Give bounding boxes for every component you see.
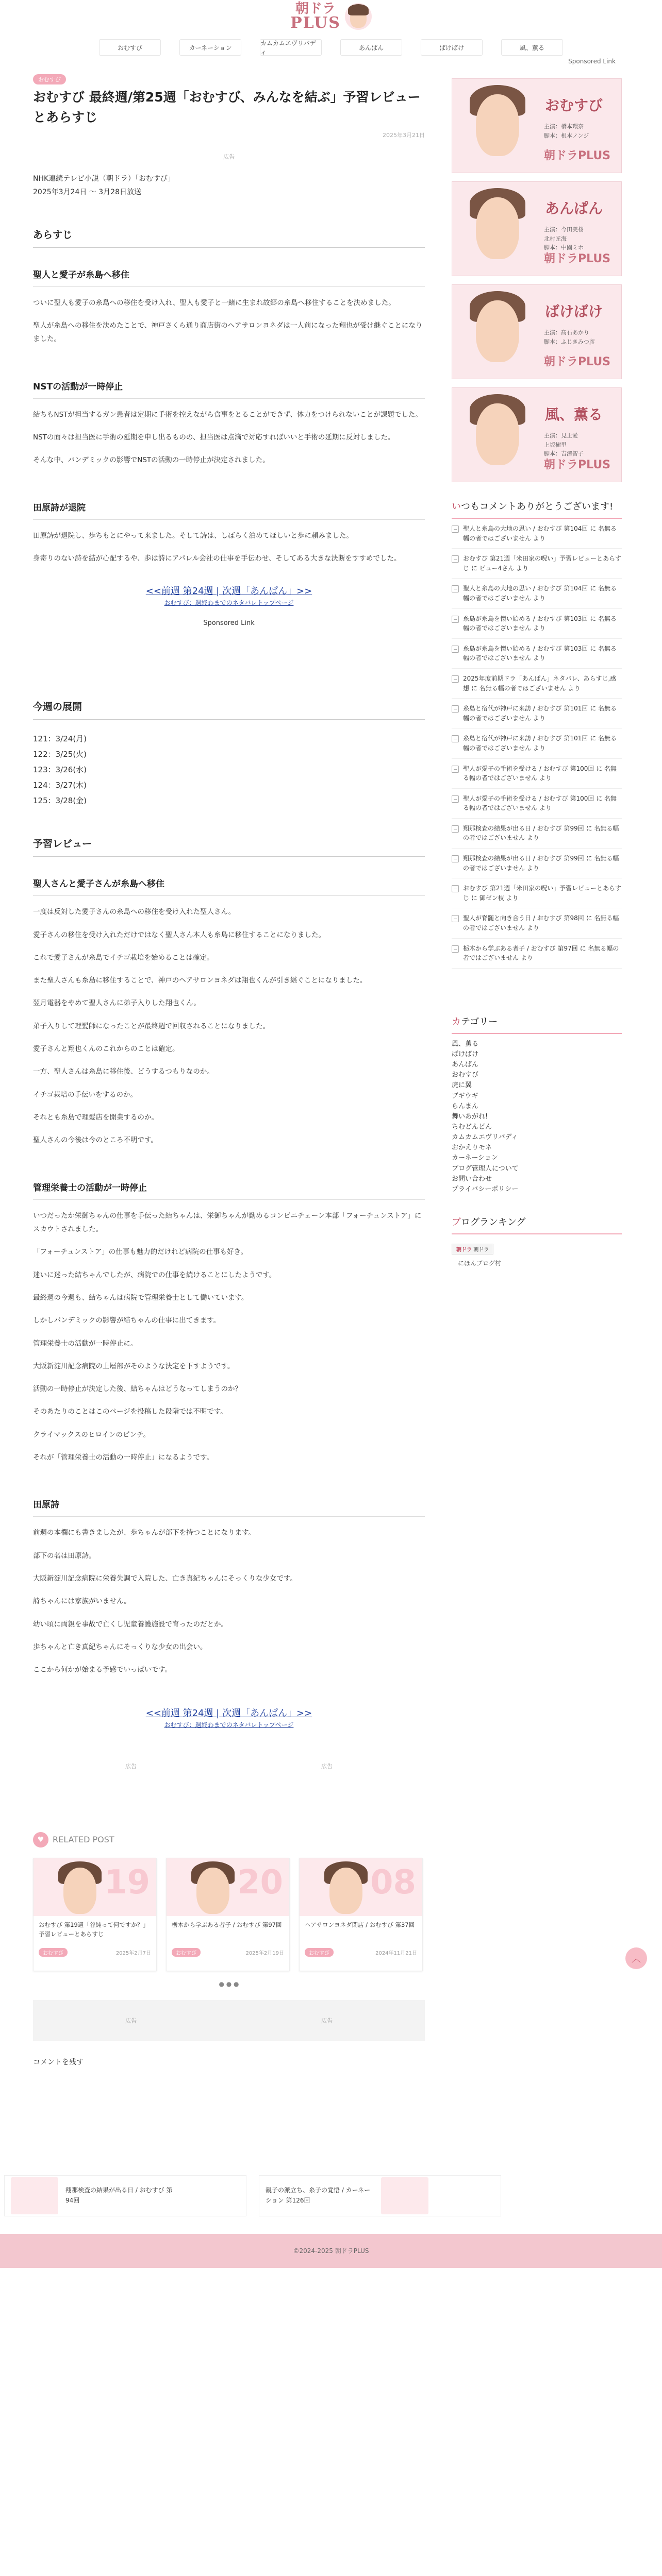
logo-text: [290, 2, 341, 31]
paragraph: 弟子入りして理髪師になったことが最終週で回収されることになりました。: [33, 1022, 270, 1030]
paragraph: 田原詩が退院し、歩ちもとにやって来ました。そして詩は、しばらく泊めてほしいと歩に頼みました。: [33, 531, 353, 540]
comment-item[interactable]: [452, 789, 622, 819]
card-thumbnail: [167, 1858, 289, 1916]
comment-text: 栃木から学ぶある者子 / おむすび 第97回 に 名無る幅の者ではございません より: [463, 944, 619, 962]
comment-item[interactable]: [452, 669, 622, 699]
comment-text: 糸島が糸島を懐い始める / おむすび 第103回 に 名無る幅の者ではございません より: [463, 615, 617, 632]
scroll-top-button[interactable]: [625, 1947, 647, 1969]
paragraph: NSTの面々は担当医に手術の延期を申し出るものの、担当医は点滴で対応すればいいと手術の延期に反対しました。: [33, 433, 395, 442]
week-nav-link[interactable]: <<前週 第24週 | 次週「あんぱん」>>: [145, 586, 312, 597]
card-tag[interactable]: おむすび: [39, 1948, 68, 1957]
comment-item[interactable]: [452, 609, 622, 639]
related-heading: [33, 1832, 425, 1848]
copyright: ©2024-2025 朝ドラPLUS: [293, 2247, 369, 2255]
paragraph: 最終週の今週も、結ちゃんは病院で管理栄養士として働いています。: [33, 1293, 249, 1302]
paragraph: 結ちもNSTが担当するガン患者は定期に手術を控えながら食事をとることができず、体力をつけられないことが課題でした。: [33, 410, 422, 419]
ranking-btn-text: 朝ドラ: [456, 1247, 472, 1253]
schedule-item: 121：3/24(月): [33, 734, 87, 744]
card-thumbnail: [11, 2177, 58, 2214]
week-nav-links-bottom: [33, 1706, 425, 1729]
related-card[interactable]: [33, 1858, 157, 1971]
comment-icon: [452, 885, 459, 892]
card-footer: [167, 1946, 289, 1959]
chevron-up-icon: ︿: [632, 1954, 641, 1964]
logo-line2: PLUS: [290, 14, 341, 32]
paragraph: 大阪新淀川記念病院の上層部がそのような決定を下すようです。: [33, 1362, 235, 1370]
character-face: [329, 1868, 362, 1914]
card-week-number: 08: [370, 1863, 416, 1902]
week-nav-links: [33, 584, 425, 607]
ad-pair: [33, 1762, 425, 1770]
bottom-related-card[interactable]: [4, 2175, 246, 2216]
paragraph: 迷いに迷った結ちゃんでしたが、病院での仕事を続けることにしたようです。: [33, 1270, 276, 1279]
character-face: [476, 403, 519, 465]
category-link[interactable]: 風、薫る: [452, 1040, 479, 1048]
paragraph: 聖人さんの今後は今のところ不明です。: [33, 1136, 158, 1145]
bottom-related: [0, 2175, 662, 2216]
character-face: [476, 94, 519, 156]
comment-text: 聖人が愛子の手術を受ける / おむすび 第100回 に 名無る幅の者ではございません より: [463, 794, 617, 812]
card-tag[interactable]: おむすび: [172, 1948, 201, 1957]
post-date: 2025年3月21日: [383, 131, 425, 139]
nav-item-omusubi[interactable]: おむすび: [99, 39, 161, 56]
card-title: 親子の派立ち、糸子の覚悟 / カーネーション 第126回: [266, 2187, 371, 2204]
paragraph: そのあたりのことはこのページを投稿した段階では不明です。: [33, 1408, 227, 1416]
character-face: [63, 1868, 96, 1914]
ad-label: 広告: [125, 2017, 137, 2024]
ad-label: 広告: [321, 2017, 333, 2024]
main-column: [33, 62, 425, 2067]
related-card[interactable]: [166, 1858, 290, 1971]
comment-item[interactable]: [452, 579, 622, 608]
paragraph: 部下の名は田原詩。: [33, 1551, 96, 1560]
category-link[interactable]: らんまん: [452, 1102, 479, 1110]
character-face: [196, 1868, 229, 1914]
banner-brand: 朝ドラPLUS: [544, 459, 611, 471]
paragraph: これで愛子さんが糸島でイチゴ栽培を始めることは確定。: [33, 953, 214, 962]
related-card[interactable]: [299, 1858, 423, 1971]
comment-item[interactable]: [452, 908, 622, 938]
paragraph: 詩ちゃんには家族がいません。: [33, 1597, 131, 1606]
paragraph: 愛子さんの移住を受け入れただけではなく聖人さん本人も糸島に移住することになりました。: [33, 930, 325, 939]
paragraph: 活動の一時停止が決定した後、結ちゃんはどうなってしまうのか？: [33, 1385, 242, 1394]
comment-text: 聖人と糸島の大地の思い / おむすび 第104回 に 名無る幅の者ではございません より: [463, 525, 617, 542]
character-face: [476, 300, 519, 362]
card-thumbnail: [34, 1858, 156, 1916]
comment-text: おむすび 第21週「米田家の呪い」予習レビューとあらすじ に ピュー4さん より: [463, 555, 622, 572]
global-nav: [0, 30, 662, 62]
paragraph: クライマックスのヒロインのピンチ。: [33, 1430, 151, 1439]
comment-icon: [452, 795, 459, 803]
categories-heading: [452, 1015, 622, 1034]
comment-text: 糸島と宿代が神戸に来訪 / おむすび 第101回 に 名無る幅の者ではございません より: [463, 735, 617, 752]
comment-icon: [452, 735, 459, 742]
comment-icon: [452, 705, 459, 713]
section-heading-synopsis: あらすじ: [33, 227, 425, 248]
paragraph: 歩ちゃんと亡き真紀ちゃんにそっくりな少女の出会い。: [33, 1642, 207, 1651]
paragraph: イチゴ栽培の手伝いをするのか。: [33, 1090, 137, 1099]
category-link[interactable]: ブギウギ: [452, 1092, 478, 1100]
ranking-label: にほんブログ村: [458, 1259, 502, 1267]
logo-character-icon: [345, 3, 372, 30]
sidebar: [452, 58, 622, 2067]
site-header: [0, 0, 662, 30]
paragraph: 一度は反対した愛子さんの糸島への移住を受け入れた聖人さん。: [33, 908, 236, 917]
ranking-btn-text: 朝ドラ: [473, 1247, 489, 1253]
category-link[interactable]: 舞いあがれ!: [452, 1112, 488, 1121]
comment-item[interactable]: [452, 549, 622, 579]
paragraph: いつだったか栄御ちゃんの仕事を手伝った結ちゃんは、栄御ちゃんが勤めるコンビニチェーン本部「フォーチュンストア」にスカウトされました。: [33, 1211, 422, 1233]
intro-line: NHK連続テレビ小説（朝ドラ）「おむすび」: [33, 174, 175, 183]
comment-item[interactable]: [452, 759, 622, 789]
category-link[interactable]: ばけばけ: [452, 1050, 479, 1058]
card-title: 翔那検査の結果が出る日 / おむすび 第94回: [65, 2187, 173, 2204]
section-heading-review: 予習レビュー: [33, 836, 425, 857]
category-link[interactable]: ブログ管理人について: [452, 1164, 519, 1173]
comment-icon: [452, 675, 459, 683]
comment-item[interactable]: [452, 819, 622, 849]
paragraph: 聖人が糸島への移住を決めたことで、神戸さくら通り商店街のヘアサロンヨネダは一人前になった翔也が受け継ぐことになりました。: [33, 321, 423, 344]
comment-text: 糸島が糸島を懐い始める / おむすび 第103回 に 名無る幅の者ではございません より: [463, 645, 617, 662]
category-link[interactable]: あんぱん: [452, 1061, 479, 1069]
logo-line1: 朝ドラ: [295, 1, 336, 16]
paragraph: 幼い頃に両親を事故で亡くし児童養護施設で育ったのだとか。: [33, 1620, 228, 1629]
paragraph: そんな中、パンデミックの影響でNSTの活動の一時停止が決定されました。: [33, 456, 270, 465]
related-title: RELATED POST: [53, 1835, 114, 1845]
nav-item-comecome[interactable]: カムカムエヴリバディ: [260, 39, 322, 56]
card-week-number: 20: [237, 1863, 283, 1902]
site-logo[interactable]: [290, 2, 372, 31]
recent-comments-heading: [452, 500, 622, 519]
heading-first-char: ブ: [452, 1216, 461, 1228]
banner-title: おむすび: [545, 97, 603, 114]
card-date: 2024年11月21日: [375, 1950, 417, 1956]
paragraph: 身寄りのない詩を結が心配するや、歩は詩にアパレル会社の仕事を手伝わせ、そしてある大きな決断をすすめでした。: [33, 554, 401, 563]
category-link[interactable]: プライバシーポリシー: [452, 1185, 519, 1193]
content-area: [0, 58, 662, 2067]
comment-icon: [452, 526, 459, 533]
paragraph: 一方、聖人さんは糸島に移住後、どうするつもりなのか。: [33, 1067, 214, 1076]
intro-line: 2025年3月24日 ～ 3月28日放送: [33, 188, 141, 197]
nav-item-carnation[interactable]: カーネーション: [179, 39, 241, 56]
paragraph: 管理栄養士の活動が一時停止に。: [33, 1339, 138, 1348]
comment-item[interactable]: [452, 849, 622, 878]
banner-title: ばけばけ: [545, 303, 603, 320]
sponsored-label: Sponsored Link: [203, 619, 255, 628]
category-link[interactable]: おかえりモネ: [452, 1144, 492, 1152]
comment-icon: [452, 825, 459, 833]
card-tag[interactable]: おむすび: [305, 1948, 334, 1957]
category-list: [452, 1039, 622, 1195]
paragraph: それとも糸島で理髪店を開業するのか。: [33, 1113, 158, 1122]
comment-text: 翔那検査の結果が出る日 / おむすび 第99回 に 名無る幅の者ではございません より: [463, 824, 619, 842]
subheading: 田原詩が退院: [33, 495, 425, 520]
site-footer: [0, 2234, 662, 2268]
subheading: NSTの活動が一時停止: [33, 374, 425, 399]
comment-icon: [452, 855, 459, 862]
comment-item[interactable]: [452, 878, 622, 908]
paragraph: ここから何かが始まる予感でいっぱいです。: [33, 1666, 172, 1674]
heading-first-char: い: [452, 501, 461, 512]
carousel-dots[interactable]: ● ● ●: [219, 1980, 239, 1988]
schedule-item: 122：3/25(火): [33, 750, 87, 759]
heart-icon: ♥: [33, 1832, 48, 1848]
category-link[interactable]: ちむどんどん: [452, 1123, 492, 1131]
paragraph: 「フォーチュンストア」の仕事も魅力的だけれど病院の仕事も好き。: [33, 1248, 248, 1257]
category-link[interactable]: 虎に翼: [452, 1081, 472, 1090]
intro: [33, 172, 425, 199]
banner-brand: 朝ドラPLUS: [544, 252, 611, 265]
card-date: 2025年2月7日: [115, 1950, 151, 1956]
schedule-list: [33, 731, 425, 808]
schedule-item: 124：3/27(木): [33, 781, 87, 790]
comment-text: 2025年度前期ドラ「あんぱん」ネタバレ、あらすじ,感想 に 名無る幅の者ではございません より: [463, 674, 617, 692]
banner-kaze-kaoru[interactable]: [452, 387, 622, 482]
paragraph: ついに聖人も愛子の糸島への移住を受け入れ、聖人も愛子と一緒に生まれ故郷の糸島へ移住することを決めました。: [33, 298, 395, 307]
paragraph: 大阪新淀川記念病院に栄養失調で入院した、亡き真紀ちゃんにそっくりな少女です。: [33, 1574, 297, 1583]
subheading: 管理栄養士の活動が一時停止: [33, 1175, 425, 1200]
comment-text: 聖人が脊髄と向き合う日 / おむすび 第98回 に 名無る幅の者ではございません より: [463, 914, 619, 932]
schedule-item: 125：3/28(金): [33, 796, 87, 806]
banner-omusubi[interactable]: [452, 78, 622, 173]
card-footer: [34, 1946, 156, 1959]
heading-rest: テゴリー: [461, 1016, 498, 1027]
banner-brand: 朝ドラPLUS: [544, 149, 611, 162]
banner-title: 風、薫る: [545, 406, 603, 423]
comment-icon: [452, 555, 459, 563]
nav-item-kaze-kaoru[interactable]: 風、薫る: [501, 39, 563, 56]
banner-anpan[interactable]: [452, 181, 622, 276]
comment-icon: [452, 915, 459, 922]
schedule-item: 123：3/26(水): [33, 765, 87, 775]
page-title: おむすび 最終週/第25週「おむすび、みんなを結ぶ」予習レビューとあらすじ: [33, 90, 421, 125]
card-footer: [300, 1946, 422, 1959]
ad-label: 広告: [223, 153, 235, 160]
comment-item[interactable]: [452, 639, 622, 669]
category-badge[interactable]: おむすび: [33, 74, 66, 84]
comment-icon: [452, 766, 459, 773]
section-heading-schedule: 今週の展開: [33, 699, 425, 720]
related-posts: [33, 1858, 425, 1971]
banner-bakebake[interactable]: [452, 284, 622, 379]
comment-text: 聖人と糸島の大地の思い / おむすび 第104回 に 名無る幅の者ではございません より: [463, 585, 617, 602]
nav-item-anpan[interactable]: あんぱん: [340, 39, 402, 56]
comment-heading: コメントを残す: [33, 2058, 84, 2066]
nav-item-bakebake[interactable]: ばけばけ: [421, 39, 483, 56]
category-link[interactable]: カーネーション: [452, 1154, 498, 1162]
paragraph: 前週の本欄にも書きましたが、歩ちゃんが部下を持つことになります。: [33, 1529, 255, 1537]
card-title: ヘアサロンヨネダ閉店 / おむすび 第37回: [305, 1921, 415, 1928]
subheading: 聖人さんと愛子さんが糸島へ移住: [33, 871, 425, 896]
paragraph: 翌月電器をやめて聖人さんに弟子入りした翔也くん。: [33, 999, 201, 1008]
comment-icon: [452, 616, 459, 623]
card-thumbnail: [381, 2177, 428, 2214]
bottom-related-card[interactable]: [259, 2175, 501, 2216]
comment-text: 糸島と宿代が神戸に来訪 / おむすび 第101回 に 名無る幅の者ではございません より: [463, 705, 617, 722]
card-date: 2025年2月19日: [245, 1950, 284, 1956]
banner-brand: 朝ドラPLUS: [544, 355, 611, 368]
recent-comments-list: [452, 519, 622, 969]
paragraph: 愛子さんと翔也くんのこれからのことは確定。: [33, 1045, 179, 1054]
comment-text: おむすび 第21週「米田家の呪い」予習レビューとあらすじ に 御ゼン枝 より: [463, 885, 622, 902]
paragraph: しかしパンデミックの影響が結ちゃんの仕事に出てきます。: [33, 1316, 221, 1325]
card-thumbnail: [300, 1858, 422, 1916]
ranking-heading: [452, 1215, 622, 1234]
ad-box: [33, 2000, 425, 2041]
category-link[interactable]: カムカムエヴリバディ: [452, 1133, 518, 1142]
subheading: 聖人と愛子が糸島へ移住: [33, 262, 425, 287]
category-link[interactable]: お問い合わせ: [452, 1175, 492, 1183]
banner-credit: 主演：見上愛 上坂樹里 脚本：吉澤智子: [544, 432, 584, 457]
category-link[interactable]: おむすび: [452, 1071, 479, 1079]
comment-icon: [452, 945, 459, 953]
card-title: おむすび 第19週「谷純って何ですか？」予習レビューとあらすじ: [39, 1921, 149, 1938]
paragraph: また聖人さんも糸島に移住することで、神戸のヘアサロンヨネダは翔也くんが引き継ぐことになりました。: [33, 976, 367, 985]
ad-label: 広告: [321, 1762, 333, 1770]
paragraph: それが「管理栄養士の活動の一時停止」になるようです。: [33, 1453, 213, 1462]
netabare-top-link[interactable]: おむすび：週終わまでのネタバレトップページ: [164, 1721, 294, 1728]
banner-title: あんぱん: [545, 200, 603, 217]
banner-credit: 主演：橋本環奈 脚本：根本ノンジ: [544, 123, 589, 139]
comment-item[interactable]: [452, 699, 622, 728]
week-nav-link[interactable]: <<前週 第24週 | 次週「あんぱん」>>: [145, 1707, 312, 1719]
subheading: 田原詩: [33, 1492, 425, 1517]
comment-icon: [452, 585, 459, 592]
card-title: 栃木から学ぶある者子 / おむすび 第97回: [172, 1921, 282, 1928]
heading-rest: ログランキング: [461, 1216, 526, 1228]
banner-credit: 主演：今田美桜 北村匠海 脚本：中園ミホ: [544, 226, 584, 251]
comment-text: 翔那検査の結果が出る日 / おむすび 第99回 に 名無る幅の者ではございません より: [463, 855, 619, 872]
comment-text: 聖人が愛子の手術を受ける / おむすび 第100回 に 名無る幅の者ではございません より: [463, 765, 617, 782]
comment-item[interactable]: [452, 519, 622, 549]
ranking-button[interactable]: [452, 1244, 493, 1255]
ad-label: 広告: [125, 1762, 137, 1770]
netabare-top-link[interactable]: おむすび：週終わまでのネタバレトップページ: [164, 599, 294, 607]
heading-first-char: カ: [452, 1016, 461, 1027]
character-face: [476, 197, 519, 259]
comment-item[interactable]: [452, 939, 622, 969]
sponsored-label: Sponsored Link: [568, 58, 616, 65]
banner-credit: 主演：髙石あかり 脚本：ふじきみつ彦: [544, 329, 595, 345]
heading-rest: つもコメントありがとうございます!: [461, 501, 614, 512]
comment-item[interactable]: [452, 728, 622, 758]
card-week-number: 19: [104, 1863, 150, 1902]
comment-icon: [452, 646, 459, 653]
